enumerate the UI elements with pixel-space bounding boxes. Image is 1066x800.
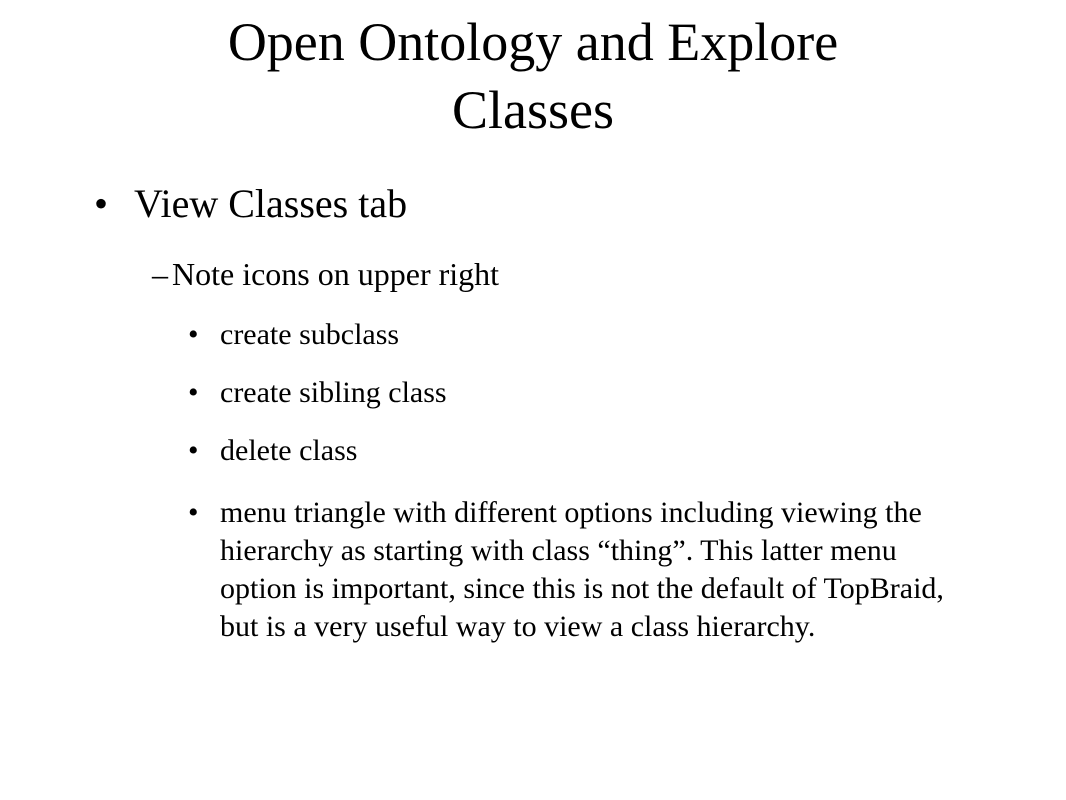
list-item-text: create subclass: [220, 318, 400, 351]
list-item-text: delete class: [220, 434, 358, 467]
sub-bullet-text: Note icons on upper right: [172, 256, 500, 292]
list-item-create-sibling-class: [188, 374, 980, 412]
list-item-text: create sibling class: [220, 376, 447, 409]
bullet-dot-icon: •: [188, 434, 199, 467]
dash-icon: –: [152, 256, 168, 292]
title-line-1: Open Ontology and Explore: [227, 12, 839, 72]
bullet-dot-icon: •: [94, 181, 109, 226]
bullet-dot-icon: •: [188, 318, 199, 351]
bullet-dot-icon: •: [188, 376, 199, 409]
list-item-text: menu triangle with different options including viewing the hierarchy as starting with class “thing”. This latter menu option is important, since this is not the default of TopBraid, but is a very useful way to view a class hierarchy.: [220, 496, 944, 643]
title-line-2: Classes: [452, 80, 614, 140]
bullet-view-classes-tab: [94, 178, 407, 230]
list-item-menu-triangle: [188, 494, 980, 646]
bullet-dot-icon: •: [188, 496, 199, 529]
list-item-create-subclass: [188, 316, 980, 354]
list-item-delete-class: [188, 432, 980, 470]
slide-title: [0, 8, 1066, 144]
sub-bullet-note-icons: [152, 252, 499, 296]
bullet-text: View Classes tab: [134, 181, 408, 226]
